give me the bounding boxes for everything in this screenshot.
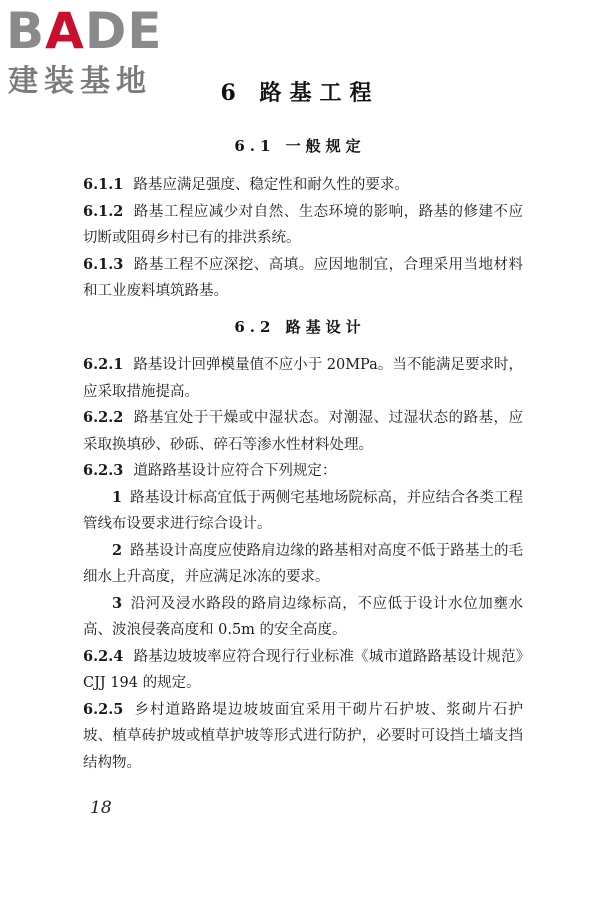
section-body-6-2 bbox=[83, 352, 523, 776]
logo-wordmark bbox=[6, 2, 163, 60]
clause-number: 6.2.1 bbox=[83, 356, 124, 373]
logo-letter-d: D bbox=[84, 2, 128, 60]
clause-6-2-3-item-1 bbox=[83, 485, 523, 538]
clause-text: 路基工程不应深挖、高填。应因地制宜，合理采用当地材料和工业废料填筑路基。 bbox=[83, 256, 523, 299]
clause-6-2-1 bbox=[83, 352, 523, 405]
section-title-6-1: 6.1 一般规定 bbox=[234, 137, 366, 155]
clause-6-2-3-item-2 bbox=[83, 538, 523, 591]
section-body-6-1 bbox=[83, 172, 523, 305]
clause-text: 路基宜处于干燥或中湿状态。对潮湿、过湿状态的路基，应采取换填砂、砂砾、碎石等渗水性材料处理。 bbox=[83, 410, 523, 453]
logo-subtitle: 建装基地 bbox=[8, 64, 152, 99]
chapter-title: 6 路基工程 bbox=[220, 80, 380, 106]
item-number: 1 bbox=[112, 488, 123, 506]
clause-number: 6.1.2 bbox=[83, 202, 124, 220]
item-number: 2 bbox=[112, 541, 123, 559]
logo-letter-b: B bbox=[6, 2, 46, 60]
clause-number: 6.2.3 bbox=[83, 462, 124, 479]
item-text: 路基设计高度应使路肩边缘的路基相对高度不低于路基土的毛细水上升高度，并应满足冰冻的要求。 bbox=[83, 542, 523, 585]
clause-number: 6.2.5 bbox=[83, 700, 124, 718]
clause-text: 道路路基设计应符合下列规定： bbox=[133, 463, 337, 479]
logo-letter-e: E bbox=[127, 2, 163, 60]
clause-6-1-2 bbox=[83, 199, 523, 252]
clause-text: 路基应满足强度、稳定性和耐久性的要求。 bbox=[133, 177, 409, 193]
section-title-6-2: 6.2 路基设计 bbox=[234, 318, 366, 336]
item-text: 路基设计标高宜低于两侧宅基地场院标高，并应结合各类工程管线布设要求进行综合设计。 bbox=[83, 489, 523, 532]
item-number: 3 bbox=[112, 594, 123, 612]
logo-letter-a: A bbox=[45, 2, 85, 60]
clause-6-2-3-item-3 bbox=[83, 591, 523, 644]
clause-6-1-3 bbox=[83, 252, 523, 305]
clause-6-1-1 bbox=[83, 172, 523, 199]
item-text: 沿河及浸水路段的路肩边缘标高，不应低于设计水位加壅水高、波浪侵袭高度和 0.5m 的安全高度。 bbox=[83, 595, 523, 638]
clause-6-2-3 bbox=[83, 458, 523, 485]
clause-6-2-2 bbox=[83, 405, 523, 458]
clause-6-2-4 bbox=[83, 644, 523, 697]
clause-number: 6.2.4 bbox=[83, 647, 124, 665]
clause-text: 路基设计回弹模量值不应小于 20MPa。当不能满足要求时，应采取措施提高。 bbox=[83, 357, 523, 400]
clause-6-2-5 bbox=[83, 697, 523, 777]
clause-number: 6.1.3 bbox=[83, 255, 124, 273]
clause-number: 6.1.1 bbox=[83, 176, 124, 193]
clause-text: 路基边坡坡率应符合现行行业标准《城市道路路基设计规范》CJJ 194 的规定。 bbox=[83, 648, 523, 691]
clause-text: 路基工程应减少对自然、生态环境的影响，路基的修建不应切断或阻碍乡村已有的排洪系统。 bbox=[83, 203, 523, 246]
clause-number: 6.2.2 bbox=[83, 409, 124, 426]
clause-text: 乡村道路路堤边坡坡面宜采用干砌片石护坡、浆砌片石护坡、植草砖护坡或植草护坡等形式进行防护，必要时可设挡土墙支挡结构物。 bbox=[83, 701, 523, 771]
page-number: 18 bbox=[90, 798, 112, 818]
